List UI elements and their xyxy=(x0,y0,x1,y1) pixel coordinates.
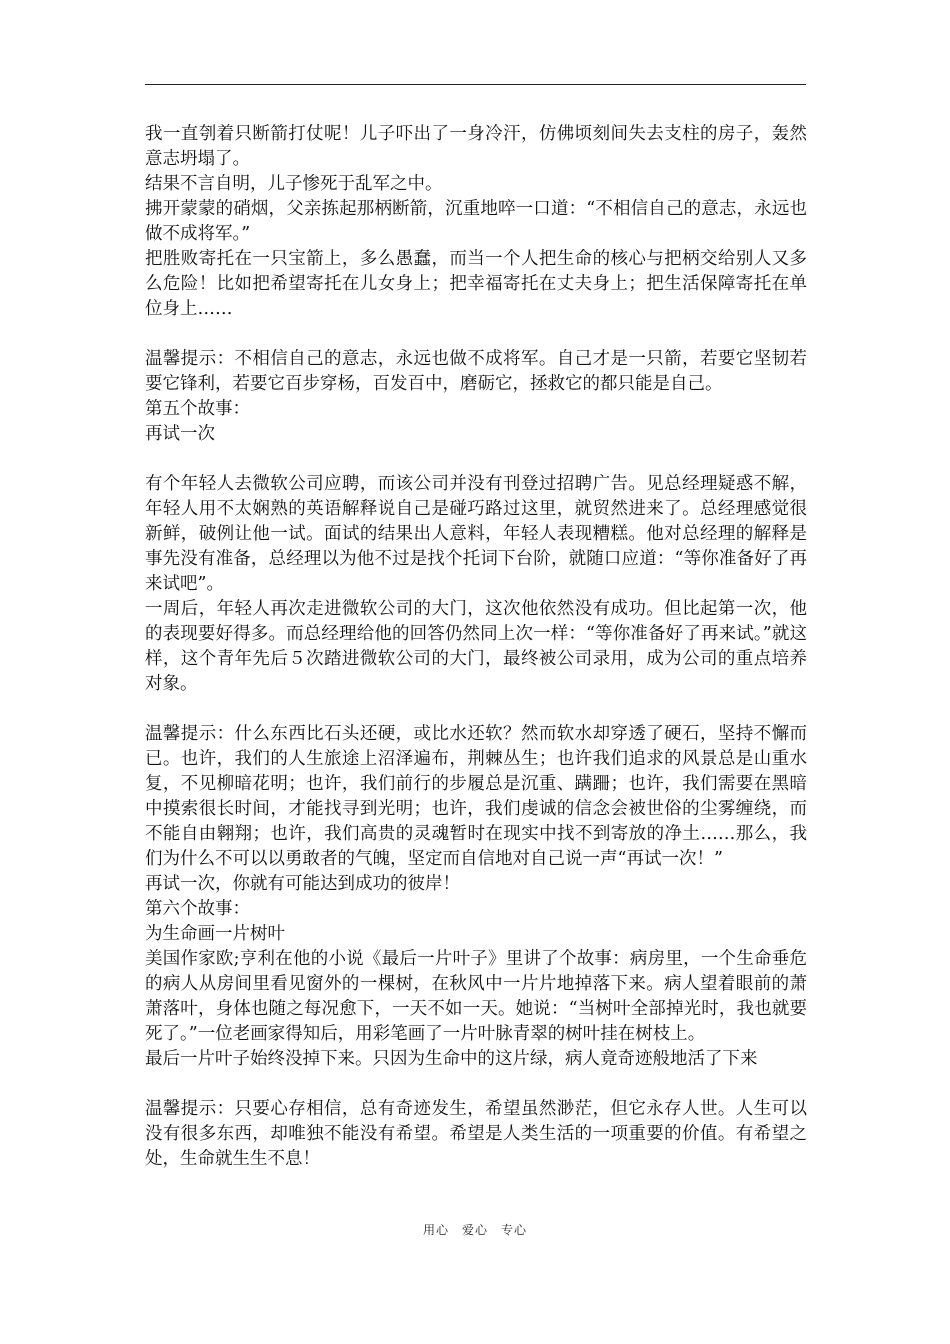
paragraph: 拂开蒙蒙的硝烟，父亲拣起那柄断箭，沉重地啐一口道：“不相信自己的意志，永远也做不成将军。” xyxy=(145,199,807,244)
tip-paragraph: 温馨提示：不相信自己的意志，永远也做不成将军。自己才是一只箭，若要它坚韧若要它锋利，若要它百步穿杨，百发百中，磨砺它，拯救它的都只能是自己。 xyxy=(145,349,807,394)
document-body xyxy=(145,122,807,1172)
story-title: 为生命画一片树叶 xyxy=(145,924,285,944)
paragraph: 我一直刳着只断箭打仗呢！儿子吓出了一身冷汗，仿佛顷刻间失去支柱的房子，轰然意志坍塌了。 xyxy=(145,124,807,169)
paragraph: 再试一次，你就有可能达到成功的彼岸！ xyxy=(145,874,460,894)
paragraph: 结果不言自明，儿子惨死于乱军之中。 xyxy=(145,174,443,194)
paragraph: 一周后，年轻人再次走进微软公司的大门，这次他依然没有成功。但比起第一次，他的表现要好得多。而总经理给他的回答仍然同上次一样：“等你准备好了再来试。”就这样，这个青年先后５次踏进微软公司的大门，最终被公司录用，成为公司的重点培养对象。 xyxy=(145,599,807,694)
paragraph: 美国作家欧;亨利在他的小说《最后一片叶子》里讲了个故事：病房里，一个生命垂危的病人从房间里看见窗外的一棵树，在秋风中一片片地掉落下来。病人望着眼前的萧萧落叶，身体也随之每况愈下，一天不如一天。她说：“当树叶全部掉光时，我也就要死了。”一位老画家得知后，用彩笔画了一片叶脉青翠的树叶挂在树枝上。 xyxy=(145,949,807,1044)
paragraph: 最后一片叶子始终没掉下来。只因为生命中的这片绿，病人竟奇迹般地活了下来 xyxy=(145,1049,758,1069)
blank-line xyxy=(145,1072,807,1097)
paragraph: 把胜败寄托在一只宝箭上，多么愚蠢，而当一个人把生命的核心与把柄交给别人又多么危险！比如把希望寄托在儿女身上；把幸福寄托在丈夫身上；把生活保障寄托在单位身上…… xyxy=(145,249,807,319)
story-title: 再试一次 xyxy=(145,424,215,444)
page-footer: 用心 爱心 专心 xyxy=(422,1223,527,1237)
tip-paragraph: 温馨提示：只要心存相信，总有奇迹发生，希望虽然渺茫，但它永存人世。人生可以没有很多东西，却唯独不能没有希望。希望是人类生活的一项重要的价值。有希望之处，生命就生生不息！ xyxy=(145,1099,807,1169)
paragraph: 有个年轻人去微软公司应聘，而该公司并没有刊登过招聘广告。见总经理疑惑不解，年轻人用不太娴熟的英语解释说自己是碰巧路过这里，就贸然进来了。总经理感觉很新鲜，破例让他一试。面试的结果出人意料，年轻人表现糟糕。他对总经理的解释是事先没有准备，总经理以为他不过是找个托词下台阶，就随口应道：“等你准备好了再来试吧”。 xyxy=(145,474,807,594)
header-rule xyxy=(145,84,806,85)
story-heading: 第五个故事： xyxy=(145,399,250,419)
blank-line xyxy=(145,447,807,472)
story-heading: 第六个故事： xyxy=(145,899,250,919)
blank-line xyxy=(145,322,807,347)
blank-line xyxy=(145,697,807,722)
tip-paragraph: 温馨提示：什么东西比石头还硬，或比水还软？然而软水却穿透了硬石，坚持不懈而已。也许，我们的人生旅途上沼泽遍布，荆棘丛生；也许我们追求的风景总是山重水复，不见柳暗花明；也许，我们前行的步履总是沉重、蹒跚；也许，我们需要在黑暗中摸索很长时间，才能找寻到光明；也许，我们虔诚的信念会被世俗的尘雾缠绕，而不能自由翱翔；也许，我们高贵的灵魂暂时在现实中找不到寄放的净土……那么，我们为什么不可以以勇敢者的气魄，坚定而自信地对自己说一声“再试一次！” xyxy=(145,724,807,869)
